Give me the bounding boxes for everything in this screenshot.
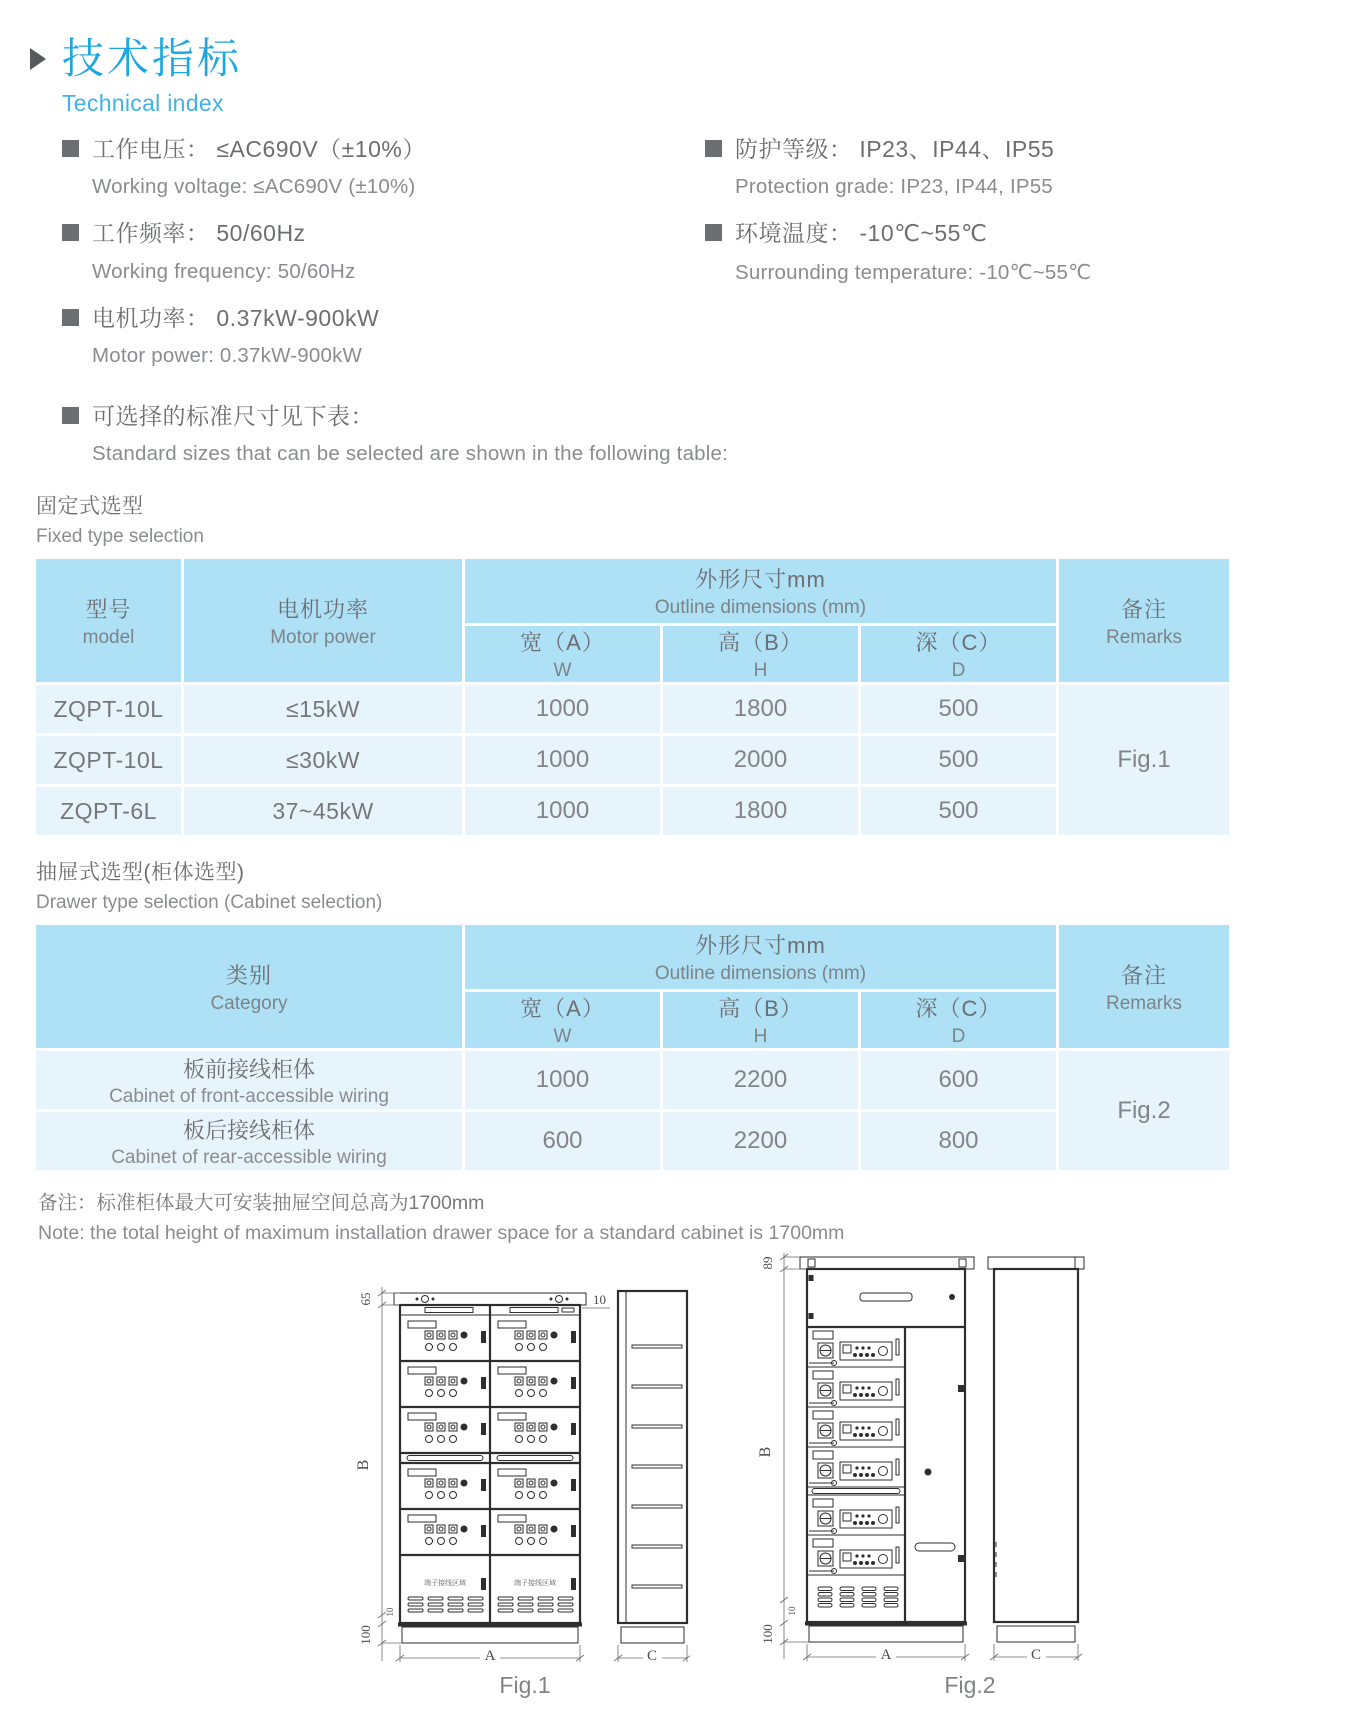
table-row [36, 1112, 1229, 1170]
fixed-table-title-zh: 固定式选型 [36, 495, 144, 519]
cell-height: 2000 [663, 736, 858, 784]
header-width-en: W [553, 660, 572, 682]
header-depth-zh: 深（C） [915, 996, 1002, 1022]
header-depth-en: D [951, 1026, 966, 1048]
cell-model: ZQPT-10L [36, 736, 181, 784]
fig1-dim-width-A: A [484, 1648, 496, 1665]
figures-area [0, 1247, 1357, 1729]
spec-zh: 可选择的标准尺寸见下表： [92, 402, 374, 429]
fig2-dimensions [757, 1253, 1082, 1663]
fixed-table-title [36, 490, 1357, 548]
fig1-terminal-area-label: 端子接线区域 [424, 1580, 466, 1588]
page-title: 技术指标 [62, 35, 243, 82]
fig2-dim-depth-C: C [1030, 1647, 1042, 1664]
fixed-table-title-en: Fixed type selection [36, 526, 204, 548]
spec-zh: 工作频率： 50/60Hz [92, 220, 306, 247]
fig2-dim-base: 100 [760, 1624, 775, 1644]
drawer-table-title [36, 856, 1357, 914]
cell-remark-fig2: Fig.2 [1059, 1051, 1229, 1170]
spec-zh: 防护等级： IP23、IP44、IP55 [735, 136, 1055, 162]
cell-category [36, 1051, 462, 1109]
spec-working-voltage [62, 137, 705, 199]
fig1-front-view [394, 1293, 586, 1643]
cell-category-en: Cabinet of rear-accessible wiring [111, 1146, 387, 1168]
fig1-terminal-area-label: 端子接线区域 [514, 1580, 556, 1588]
fig2-technical-drawing [712, 1247, 1102, 1707]
spec-protection-grade [705, 137, 1091, 199]
section-arrow-icon [30, 48, 46, 70]
header-dims-en: Outline dimensions (mm) [654, 597, 867, 619]
footnote-en: Note: the total height of maximum installation drawer space for a standard cabinet is 1700mm [38, 1222, 845, 1245]
header-category [36, 925, 462, 1048]
cell-depth: 500 [861, 736, 1056, 784]
header-depth [861, 626, 1056, 682]
fig2-side-view [988, 1257, 1084, 1642]
page-subtitle: Technical index [62, 90, 224, 116]
bullet-square-icon [705, 140, 722, 157]
cell-width: 1000 [465, 685, 660, 733]
spec-en: Working frequency: 50/60Hz [92, 259, 356, 283]
cell-category-zh: 板前接线柜体 [182, 1056, 315, 1082]
cell-depth: 600 [861, 1051, 1056, 1109]
fig2-dim-cap-height: 89 [760, 1256, 775, 1270]
cell-model: ZQPT-10L [36, 685, 181, 733]
header-width-en: W [553, 1026, 572, 1048]
header-height-zh: 高（B） [718, 630, 803, 656]
fig1-dim-depth-C: C [646, 1648, 658, 1665]
header-width [465, 626, 660, 682]
table-row [36, 787, 1229, 835]
spec-list [62, 137, 1357, 466]
cell-height: 2200 [663, 1112, 858, 1170]
cell-height: 1800 [663, 685, 858, 733]
cell-width: 1000 [465, 736, 660, 784]
cell-depth: 500 [861, 685, 1056, 733]
spec-en: Standard sizes that can be selected are shown in the following table: [92, 442, 729, 466]
bullet-square-icon [62, 140, 79, 157]
spec-column-right [705, 137, 1091, 390]
fig2-front-view [800, 1257, 974, 1642]
spec-zh: 电机功率： 0.37kW-900kW [92, 304, 380, 331]
header-dims-en: Outline dimensions (mm) [654, 963, 867, 985]
fig1-dim-vent: 10 [385, 1607, 395, 1617]
spec-column-left [62, 137, 705, 390]
fig2-dim-width-A: A [880, 1647, 892, 1664]
spec-en: Surrounding temperature: -10℃~55℃ [735, 260, 1092, 284]
header-outline-dimensions [465, 559, 1056, 623]
spec-motor-power [62, 306, 705, 368]
header-height [663, 992, 858, 1048]
fixed-type-table [33, 556, 1232, 838]
cell-width: 600 [465, 1112, 660, 1170]
header-motor-power [184, 559, 462, 682]
cell-model: ZQPT-6L [36, 787, 181, 835]
header-category-en: Category [210, 992, 288, 1014]
spec-zh: 环境温度： -10℃~55℃ [735, 220, 988, 247]
header-remarks [1059, 559, 1229, 682]
fig1-dim-base: 100 [358, 1625, 373, 1645]
header-width-zh: 宽（A） [520, 996, 605, 1022]
header-outline-dimensions [465, 925, 1056, 989]
header-width [465, 992, 660, 1048]
bullet-square-icon [705, 224, 722, 241]
spec-en: Motor power: 0.37kW-900kW [92, 343, 363, 367]
header-width-zh: 宽（A） [520, 630, 605, 656]
footnote [38, 1187, 1357, 1245]
cell-power: ≤30kW [184, 736, 462, 784]
header-category-zh: 类别 [225, 962, 272, 988]
drawer-table-title-en: Drawer type selection (Cabinet selection) [36, 892, 383, 914]
fig1-side-view [618, 1291, 687, 1643]
cell-category-zh: 板后接线柜体 [182, 1117, 315, 1143]
cell-height: 2200 [663, 1051, 858, 1109]
header-model-en: model [82, 626, 135, 648]
spec-en: Protection grade: IP23, IP44, IP55 [735, 175, 1053, 199]
bullet-square-icon [62, 224, 79, 241]
header-remarks-en: Remarks [1105, 626, 1182, 648]
cell-width: 1000 [465, 1051, 660, 1109]
fig2-dim-vent: 10 [787, 1606, 797, 1616]
spec-table-intro [62, 404, 1357, 466]
header-power-zh: 电机功率 [276, 596, 369, 622]
header-remarks [1059, 925, 1229, 1048]
header-model-zh: 型号 [85, 596, 132, 622]
cell-depth: 800 [861, 1112, 1056, 1170]
header-dims-zh: 外形尺寸mm [695, 567, 826, 593]
header-height-en: H [753, 660, 768, 682]
header-dims-zh: 外形尺寸mm [695, 933, 826, 959]
header-depth-zh: 深（C） [915, 630, 1002, 656]
cell-height: 1800 [663, 787, 858, 835]
header-power-en: Motor power [270, 626, 376, 648]
bullet-square-icon [62, 407, 79, 424]
fig2-dim-height-B: B [757, 1446, 774, 1458]
spec-surrounding-temperature [705, 221, 1091, 284]
fig1-dim-height-B: B [355, 1459, 372, 1471]
table-row [36, 736, 1229, 784]
cell-category-en: Cabinet of front-accessible wiring [109, 1085, 389, 1107]
cell-depth: 500 [861, 787, 1056, 835]
header-remarks-zh: 备注 [1120, 962, 1167, 988]
header-height-zh: 高（B） [718, 996, 803, 1022]
cell-width: 1000 [465, 787, 660, 835]
header-remarks-zh: 备注 [1120, 596, 1167, 622]
fig1-technical-drawing [330, 1263, 690, 1703]
fig2-caption: Fig.2 [944, 1672, 996, 1699]
bullet-square-icon [62, 309, 79, 326]
fig1-dim-cap-height: 65 [358, 1292, 373, 1306]
table-row [36, 685, 1229, 733]
fig1-caption: Fig.1 [499, 1672, 551, 1699]
footnote-zh: 备注：标准柜体最大可安装抽屉空间总高为1700mm [38, 1192, 485, 1215]
drawer-type-table [33, 922, 1232, 1173]
page-header [0, 0, 1357, 117]
cell-power: ≤15kW [184, 685, 462, 733]
cell-power: 37~45kW [184, 787, 462, 835]
header-height [663, 626, 858, 682]
header-depth-en: D [951, 660, 966, 682]
header-height-en: H [753, 1026, 768, 1048]
spec-en: Working voltage: ≤AC690V (±10%) [92, 175, 416, 199]
spec-zh: 工作电压： ≤AC690V（±10%） [92, 136, 426, 162]
fig1-dim-top-right: 10 [593, 1292, 606, 1308]
drawer-table-title-zh: 抽屉式选型(柜体选型) [36, 861, 245, 885]
cell-category [36, 1112, 462, 1170]
cell-remark-fig1: Fig.1 [1059, 685, 1229, 835]
spec-working-frequency [62, 221, 705, 283]
header-remarks-en: Remarks [1105, 992, 1182, 1014]
header-depth [861, 992, 1056, 1048]
table-row [36, 1051, 1229, 1109]
header-model [36, 559, 181, 682]
